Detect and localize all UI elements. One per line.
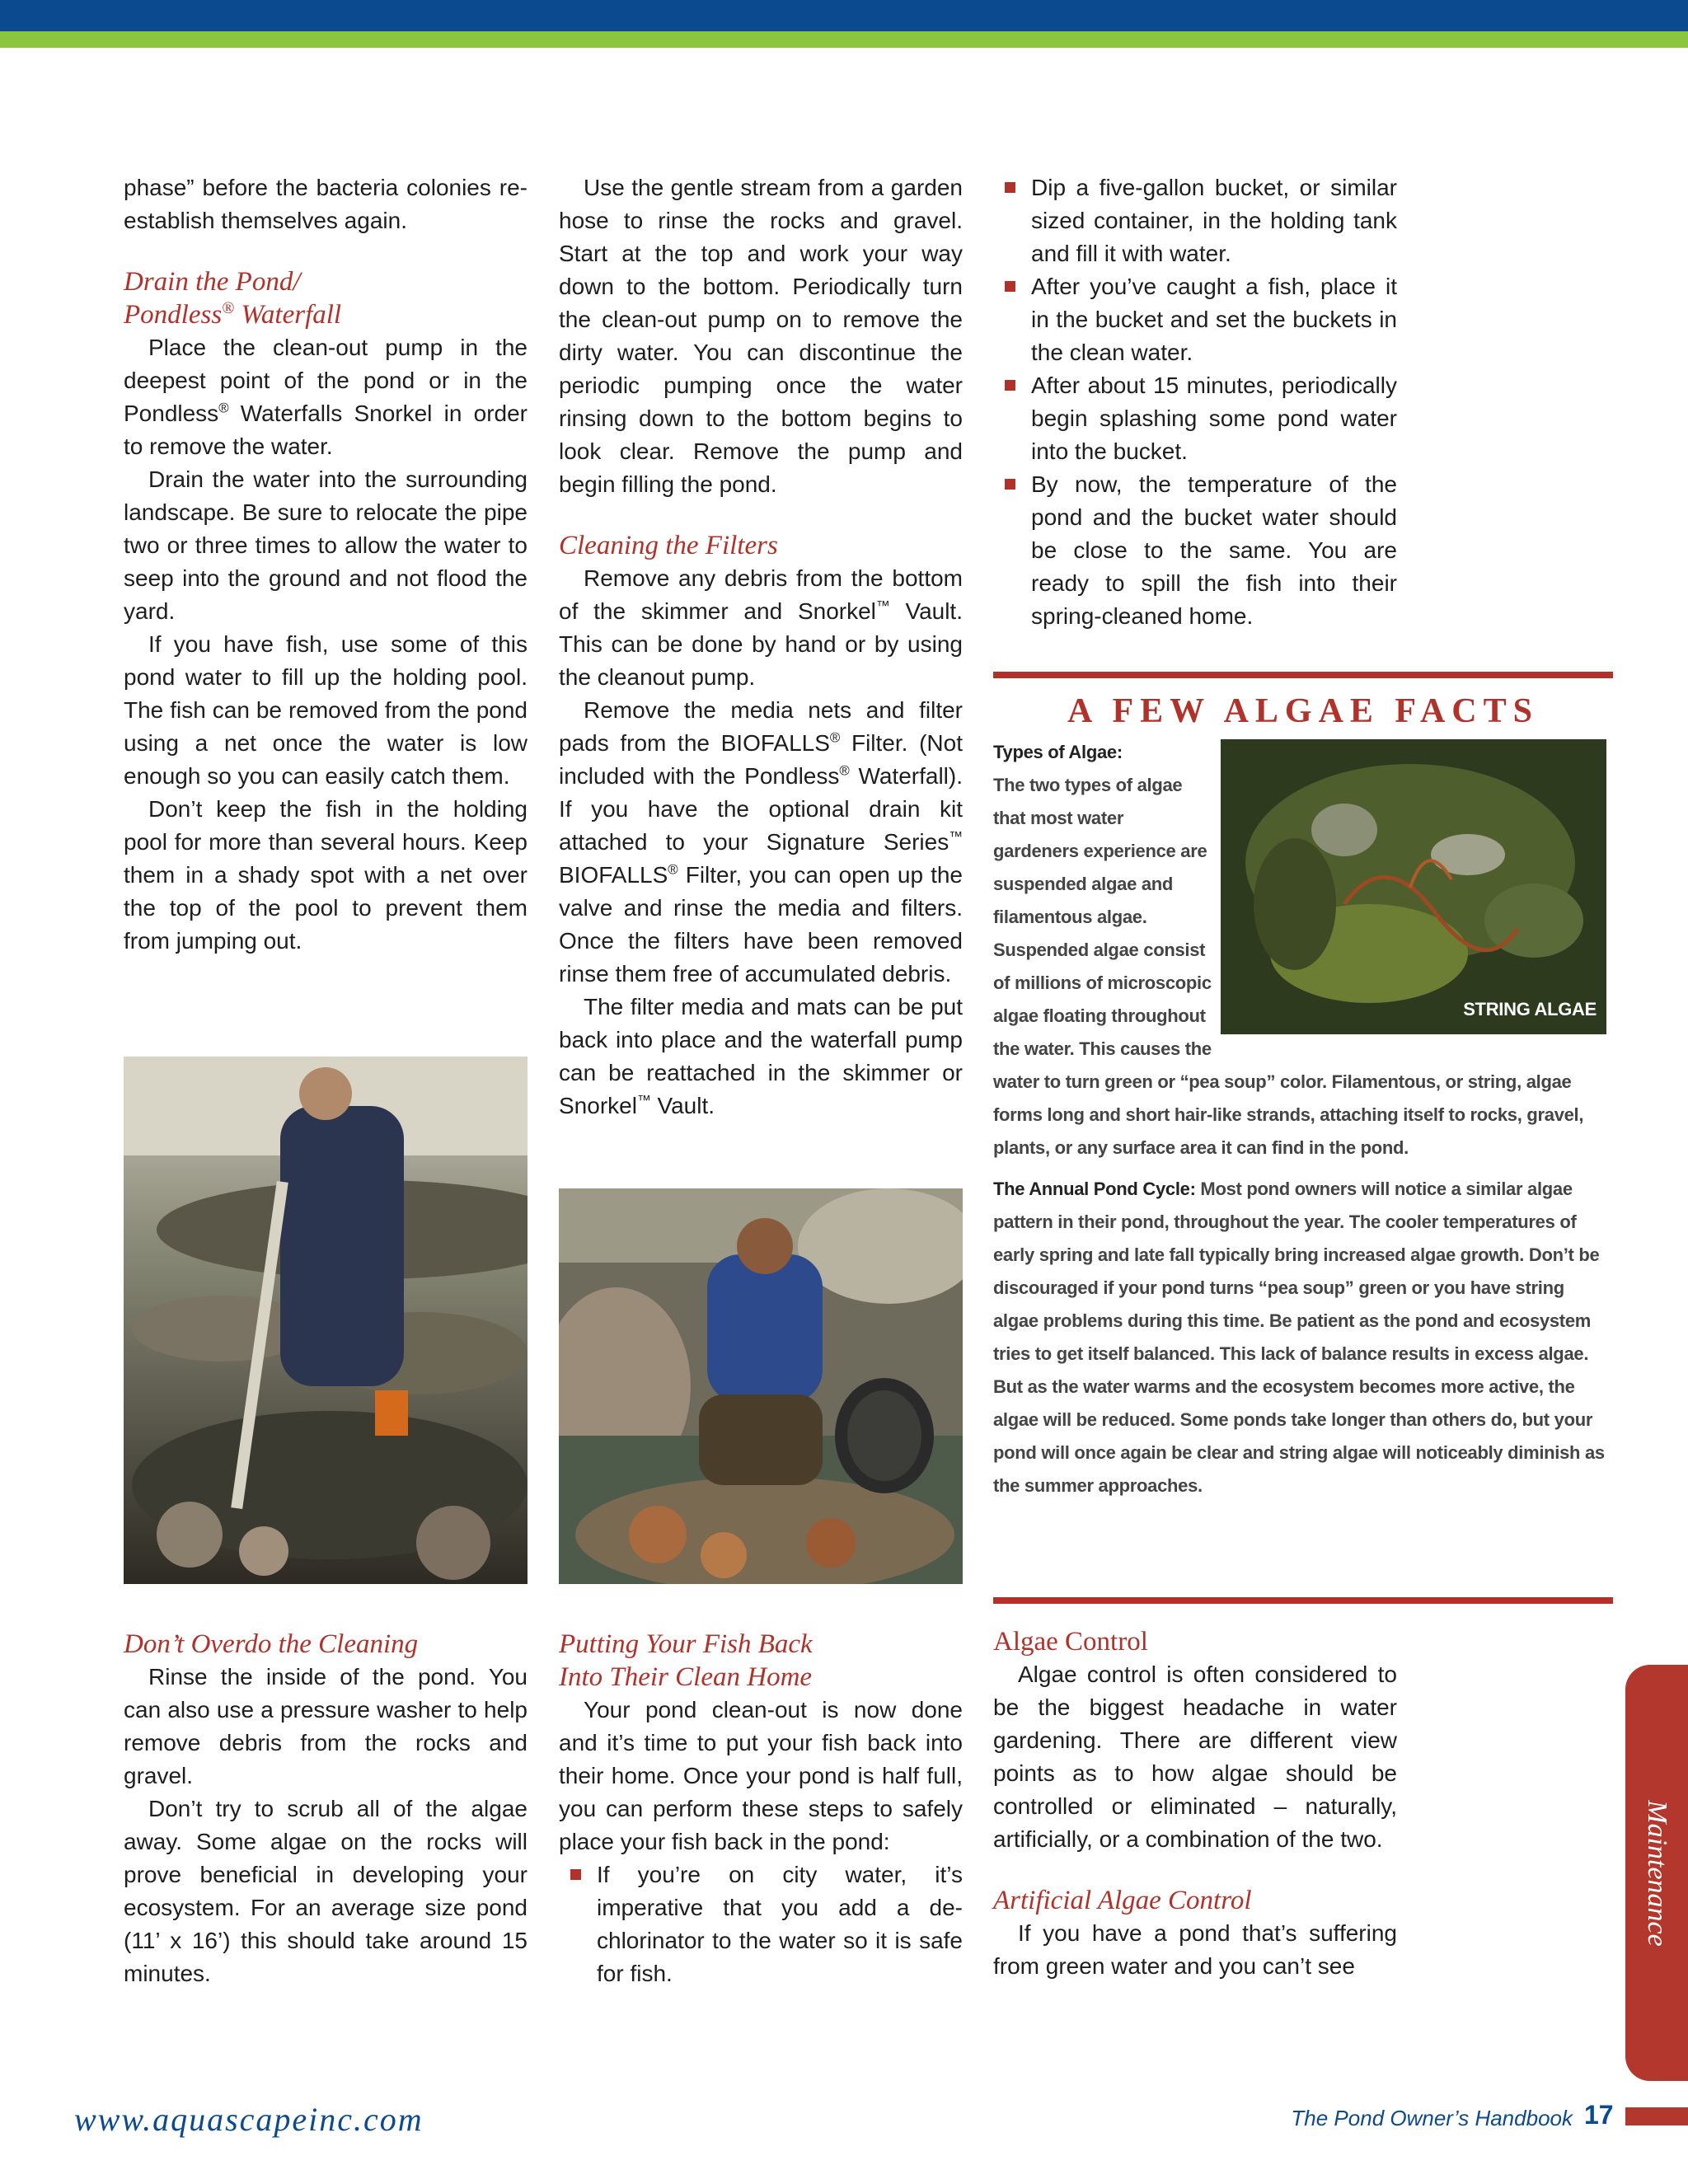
steps-list bbox=[993, 171, 1397, 633]
algae-facts-box bbox=[993, 672, 1613, 1502]
paragraph: The filter media and mats can be put back into place and the waterfall pump can be reattached in the skimmer or Snorkel™ Vault. bbox=[559, 994, 963, 1118]
photo-string-algae bbox=[1221, 739, 1606, 1034]
bullet-icon bbox=[1005, 380, 1015, 391]
paragraph: If you have fish, use some of this pond water to fill up the holding pool. The fish can be removed from the pond using a net once the water is low enough so you can easily catch them. bbox=[124, 631, 528, 789]
list-item: After about 15 minutes, periodically begin splashing some pond water into the bucket. bbox=[993, 369, 1397, 468]
footer-accent-bar bbox=[1625, 2107, 1688, 2125]
bullet-icon bbox=[1005, 479, 1015, 490]
paragraph: Algae control is often considered to be the biggest headache in water gardening. There are different view points as to how algae should be controlled or eliminated – naturally, artificially, or a combination of the two. bbox=[993, 1661, 1397, 1852]
photo-draining-pond bbox=[124, 1057, 528, 1584]
list-item: Dip a five-gallon bucket, or similar sized container, in the holding tank and fill it with water. bbox=[993, 171, 1397, 270]
heading-dont-overdo: Don’t Overdo the Cleaning bbox=[124, 1629, 419, 1659]
heading-drain-pond: Drain the Pond/ Pondless® Waterfall bbox=[124, 267, 342, 330]
column-2-bottom bbox=[559, 1628, 963, 1990]
header-bar bbox=[0, 0, 1688, 31]
footer-website: www.aquascapeinc.com bbox=[74, 2101, 424, 2138]
bullet-icon bbox=[570, 1869, 581, 1880]
paragraph: Remove the media nets and filter pads from the BIOFALLS® Filter. (Not included with the Pondless® Waterfall). If you have the optional drain kit attached to your Signature Series™ BIOFALLS® Filter, you can open up the valve and rinse the media and filters. Once the filters have been removed rinse them free of accumulated debris. bbox=[559, 697, 964, 987]
paragraph: Your pond clean-out is now done and it’s time to put your fish back into their home. Once your pond is half full, you can perform these steps to safely place your fish back in the pond: bbox=[559, 1697, 963, 1854]
steps-list bbox=[559, 1858, 963, 1990]
column-1-top bbox=[124, 171, 528, 958]
list-item: After you’ve caught a fish, place it in the bucket and set the buckets in the clean water. bbox=[993, 270, 1397, 369]
column-3-top bbox=[993, 171, 1397, 633]
section-tab bbox=[1625, 1665, 1688, 2081]
paragraph: Place the clean-out pump in the deepest point of the pond or in the Pondless® Waterfalls Snorkel in order to remove the water. bbox=[124, 335, 528, 459]
paragraph: Don’t try to scrub all of the algae away. Some algae on the rocks will prove beneficial in developing your ecosystem. For an average size pond (11’ x 16’) this should take around 15 minutes. bbox=[124, 1796, 528, 1986]
list-item: By now, the temperature of the pond and the bucket water should be close to the same. You are ready to spill the fish into their spring-cleaned home. bbox=[993, 468, 1397, 633]
list-item: If you’re on city water, it’s imperative that you add a de-chlorinator to the water so it is safe for fish. bbox=[559, 1858, 963, 1990]
paragraph: Rinse the inside of the pond. You can also use a pressure washer to help remove debris from the rocks and gravel. bbox=[124, 1664, 528, 1788]
bullet-icon bbox=[1005, 281, 1015, 292]
section-tab-label: Maintenance bbox=[1642, 1799, 1672, 1947]
paragraph: Drain the water into the surrounding landscape. Be sure to relocate the pipe two or three times to allow the water to seep into the ground and not flood the yard. bbox=[124, 466, 528, 624]
heading-artificial-algae-control: Artificial Algae Control bbox=[993, 1886, 1252, 1915]
bullet-icon bbox=[1005, 182, 1015, 193]
types-of-algae: Types of Algae: The two types of algae that most water gardeners experience are suspended algae and filamentous algae. Suspended algae consist of millions of microscopic algae floating throughout the water. This causes the water to turn green or “pea soup” color. Filamentous, or string, algae forms long and short hair-like strands, attaching itself to rocks, gravel, plants, or any surface area it can find in the pond. bbox=[993, 742, 1584, 1158]
column-1-bottom bbox=[124, 1628, 528, 1990]
facts-title: A FEW ALGAE FACTS bbox=[1067, 692, 1540, 730]
photo-caption: STRING ALGAE bbox=[1463, 999, 1597, 1019]
heading-putting-fish-back: Putting Your Fish Back Into Their Clean Home bbox=[559, 1629, 813, 1692]
column-3-bottom bbox=[993, 1625, 1397, 1983]
heading-cleaning-filters: Cleaning the Filters bbox=[559, 531, 778, 560]
paragraph: Don’t keep the fish in the holding pool for more than several hours. Keep them in a shady spot with a net over the top of the pool to prevent them from jumping out. bbox=[124, 796, 528, 954]
footer-book-title: The Pond Owner’s Handbook bbox=[1291, 2106, 1573, 2130]
paragraph: If you have a pond that’s suffering from green water and you can’t see bbox=[993, 1920, 1397, 1979]
annual-pond-cycle: The Annual Pond Cycle: Most pond owners will notice a similar algae pattern in their pond, throughout the year. The cooler temperatures of early spring and late fall typically bring increased algae growth. Don’t be discouraged if your pond turns “pea soup” green or you have string algae problems during this time. Be patient as the pond and ecosystem tries to get itself balanced. This lack of balance results in excess algae. But as the water warms and the ecosystem becomes more active, the algae will be reduced. Some ponds take longer than others do, but your pond will once again be clear and string algae will noticeably diminish as the summer approaches. bbox=[993, 1179, 1605, 1496]
column-2-top bbox=[559, 171, 963, 1122]
page-number: 17 bbox=[1584, 2100, 1614, 2130]
paragraph: Remove any debris from the bottom of the skimmer and Snorkel™ Vault. This can be done by hand or by using the cleanout pump. bbox=[559, 565, 963, 690]
header-accent-bar bbox=[0, 31, 1688, 48]
heading-algae-control: Algae Control bbox=[993, 1627, 1148, 1657]
divider bbox=[993, 672, 1613, 678]
paragraph: phase” before the bacteria colonies re-establish themselves again. bbox=[124, 175, 528, 233]
paragraph: Use the gentle stream from a garden hose to rinse the rocks and gravel. Start at the top and work your way down to the bottom. Periodically turn the clean-out pump on to remove the dirty water. You can discontinue the periodic pumping once the water rinsing down to the bottom begins to look clear. Remove the pump and begin filling the pond. bbox=[559, 175, 963, 497]
photo-returning-fish bbox=[559, 1188, 963, 1584]
divider bbox=[993, 1597, 1613, 1604]
